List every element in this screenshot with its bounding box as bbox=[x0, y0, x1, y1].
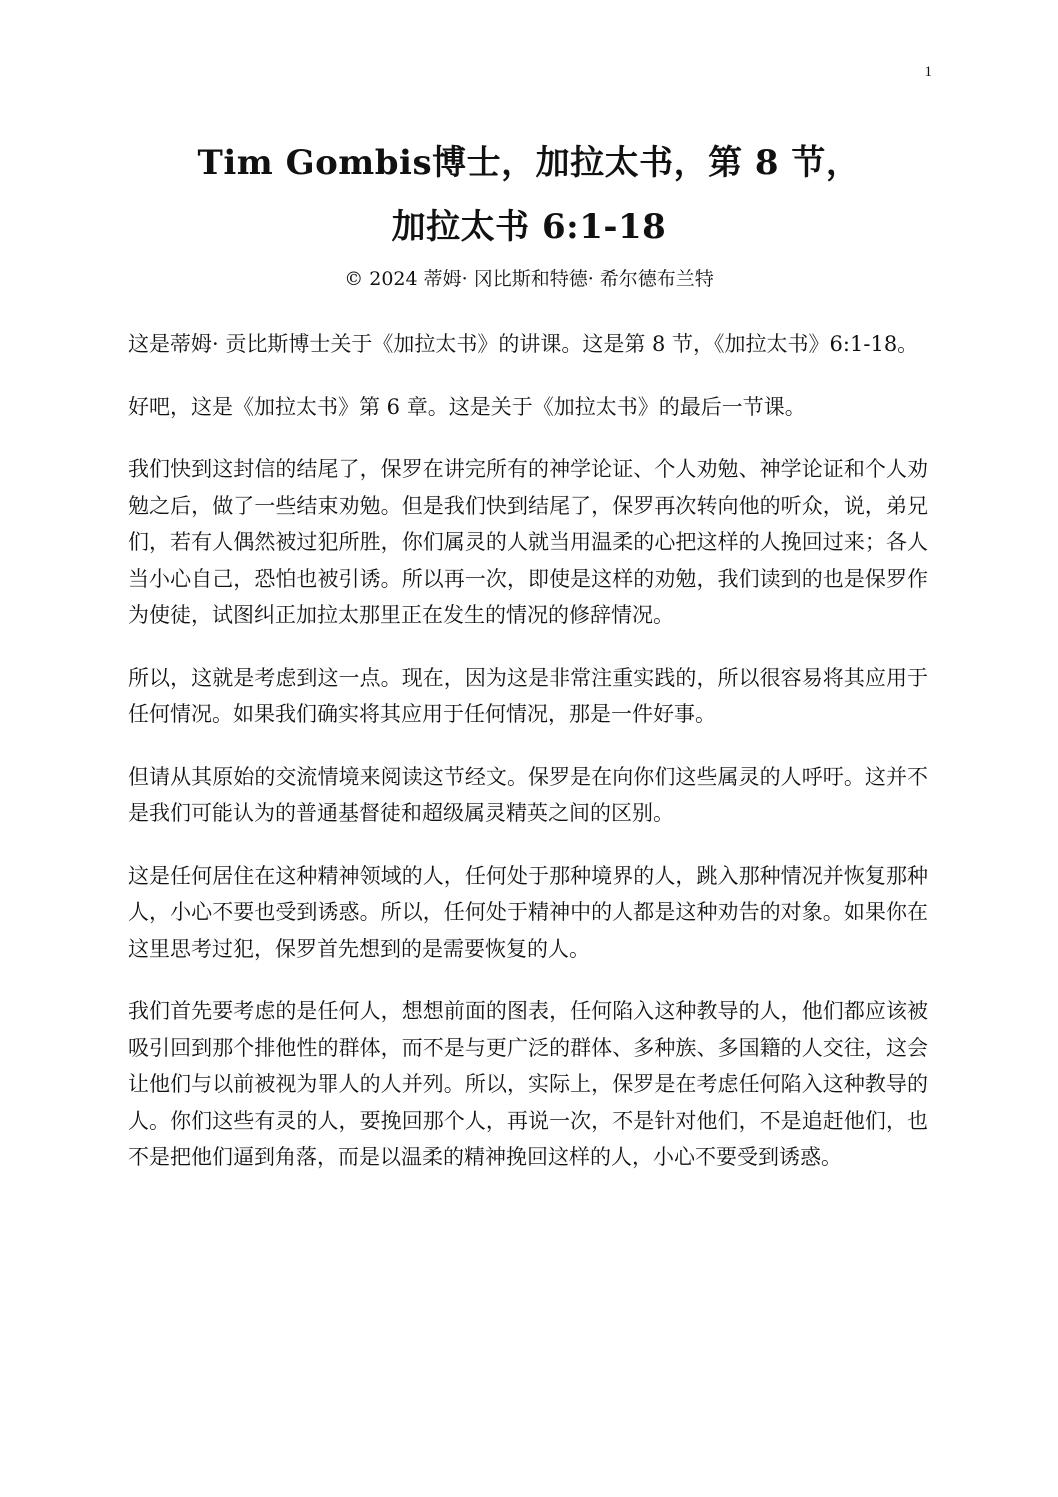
paragraph-3: 我们快到这封信的结尾了，保罗在讲完所有的神学论证、个人劝勉、神学论证和个人劝勉之后，做了一些结束劝勉。但是我们快到结尾了，保罗再次转向他的听众，说，弟兄们，若有人偶然被过犯所胜，你们属灵的人就当用温柔的心把这样的人挽回过来；各人当小心自己，恐怕也被引诱。所以再一次，即使是这样的劝勉，我们读到的也是保罗作为使徒，试图纠正加拉太那里正在发生的情况的修辞情况。 bbox=[128, 457, 928, 627]
paragraph-6: 这是任何居住在这种精神领域的人，任何处于那种境界的人，跳入那种情况并恢复那种人，小心不要也受到诱惑。所以，任何处于精神中的人都是这种劝告的对象。如果你在这里思考过犯，保罗首先想到的是需要恢复的人。 bbox=[128, 863, 928, 961]
page-number: 1 bbox=[924, 64, 932, 80]
paragraph-7: 我们首先要考虑的是任何人，想想前面的图表，任何陷入这种教导的人，他们都应该被吸引回到那个排他性的群体，而不是与更广泛的群体、多种族、多国籍的人交往，这会让他们与以前被视为罪人的人并列。所以，实际上，保罗是在考虑任何陷入这种教导的人。你们这些有灵的人，要挽回那个人，再说一次，不是针对他们，不是追赶他们，也不是把他们逼到角落，而是以温柔的精神挽回这样的人，小心不要受到诱惑。 bbox=[128, 999, 928, 1169]
paragraph-4: 所以，这就是考虑到这一点。现在，因为这是非常注重实践的，所以很容易将其应用于任何情况。如果我们确实将其应用于任何情况，那是一件好事。 bbox=[128, 665, 928, 726]
document-title-line-1: Tim Gombis博士，加拉太书，第 8 节， bbox=[197, 143, 861, 183]
copyright-line: © 2024 蒂姆· 冈比斯和特德· 希尔德布兰特 bbox=[344, 268, 714, 290]
body-text bbox=[128, 326, 928, 1202]
paragraph-5: 但请从其原始的交流情境来阅读这节经文。保罗是在向你们这些属灵的人呼吁。这并不是我们可能认为的普通基督徒和超级属灵精英之间的区别。 bbox=[128, 764, 928, 825]
document-title-line-2: 加拉太书 6:1-18 bbox=[391, 207, 667, 247]
paragraph-2: 好吧，这是《加拉太书》第 6 章。这是关于《加拉太书》的最后一节课。 bbox=[128, 394, 806, 419]
paragraph-1: 这是蒂姆· 贡比斯博士关于《加拉太书》的讲课。这是第 8 节，《加拉太书》6:1-18。 bbox=[128, 332, 919, 356]
